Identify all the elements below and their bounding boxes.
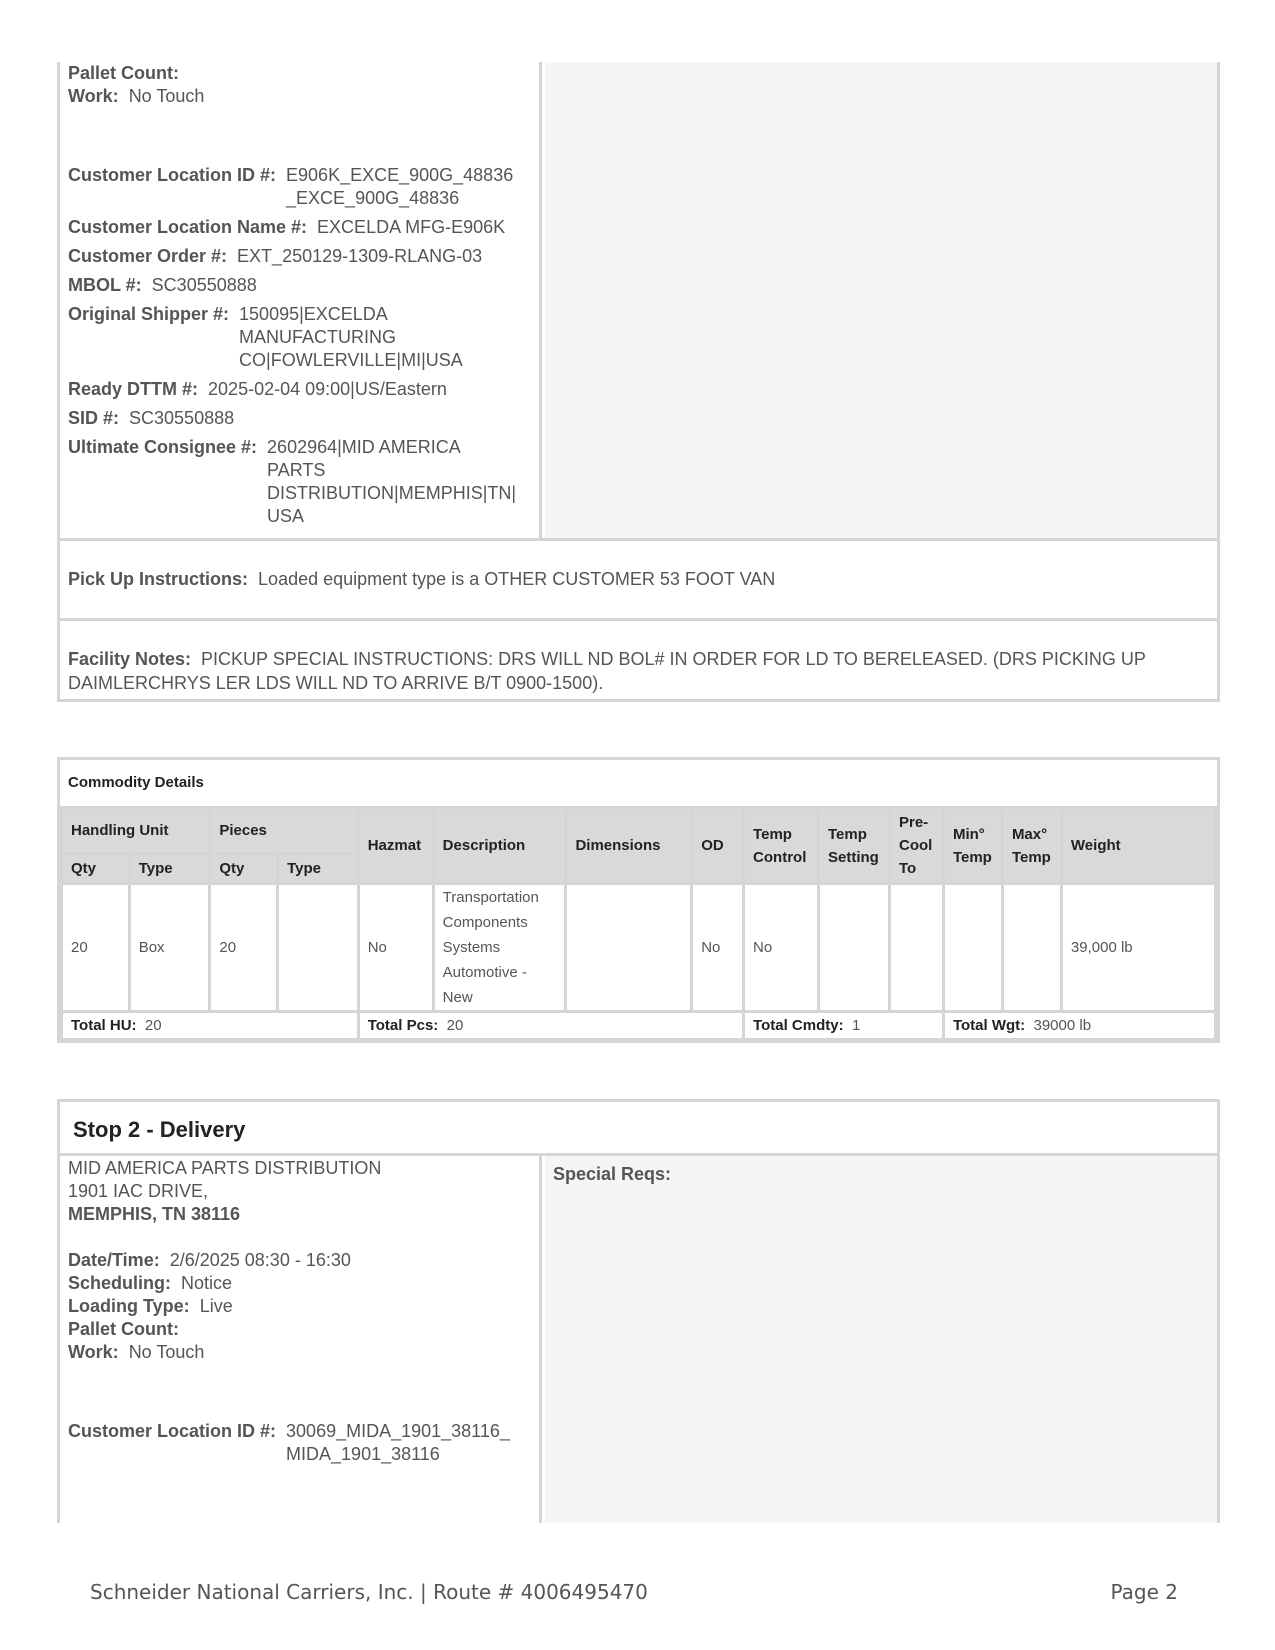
datetime-value: 2/6/2025 08:30 - 16:30: [169, 1250, 351, 1270]
header-min-temp: Min° Temp: [943, 808, 1002, 884]
field-value: 150095|EXCELDA MANUFACTURING CO|FOWLERVILLE|MI|USA: [239, 304, 463, 370]
cell-temp-setting: [819, 884, 890, 1012]
stop1-details: [60, 62, 542, 538]
total-hu-value: 20: [144, 1017, 162, 1034]
footer-page-number: Page 2: [1110, 1580, 1178, 1604]
cell-description: Transportation Components Systems Automotive - New: [433, 884, 566, 1012]
special-reqs-label: Special Reqs:: [553, 1164, 672, 1184]
field-value-line: 30069_MIDA_1901_38116_: [286, 1421, 510, 1441]
field-ultimate-consignee: [68, 436, 531, 528]
field-value: SC30550888: [151, 275, 257, 295]
stop2-pallet-count: [68, 1318, 531, 1341]
facility-value: PICKUP SPECIAL INSTRUCTIONS: DRS WILL ND BOL# IN ORDER FOR LD TO BERELEASED. (DRS PICKING UP DAIMLERCHRYS LER LDS WILL ND TO ARRIVE B/T 0900-1500).: [68, 649, 1146, 693]
field-label: MBOL #:: [68, 275, 142, 295]
header-description: Description: [433, 808, 566, 884]
field-customer-location-id: [68, 164, 531, 210]
field-label: Ultimate Consignee #:: [68, 437, 258, 457]
total-wgt-label: Total Wgt:: [952, 1017, 1026, 1034]
header-max-temp: Max° Temp: [1002, 808, 1061, 884]
pallet-count: [68, 62, 531, 85]
field-label: Customer Order #:: [68, 246, 228, 266]
header-handling-unit: Handling Unit: [62, 808, 210, 854]
field-sid: [68, 407, 531, 430]
facility-notes: [60, 618, 1217, 702]
header-temp-control: Temp Control: [744, 808, 819, 884]
field-customer-location-name: [68, 216, 531, 239]
total-cmdty-value: 1: [851, 1017, 861, 1034]
field-label: Original Shipper #:: [68, 304, 230, 324]
total-pcs-label: Total Pcs:: [367, 1017, 439, 1034]
loading-value: Live: [199, 1296, 233, 1316]
cell-dimensions: [566, 884, 692, 1012]
total-hu-label: Total HU:: [71, 1017, 137, 1034]
header-hazmat: Hazmat: [358, 808, 433, 884]
stop2-city-state-zip: MEMPHIS, TN 38116: [68, 1204, 241, 1224]
total-pcs-value: 20: [446, 1017, 464, 1034]
cell-hazmat: No: [358, 884, 433, 1012]
cell-pcs-qty: 20: [210, 884, 278, 1012]
stop2-details: [60, 1156, 542, 1523]
field-value: [286, 1420, 531, 1466]
cell-min-temp: [943, 884, 1002, 1012]
field-value: SC30550888: [129, 408, 235, 428]
commodity-details: [57, 757, 1220, 1043]
cell-weight: 39,000 lb: [1061, 884, 1215, 1012]
header-hu-type: Type: [129, 854, 210, 884]
field-mbol: [68, 274, 531, 297]
stop1-special-reqs-panel: [545, 62, 1217, 538]
cell-pcs-type: [278, 884, 359, 1012]
header-pre-cool-to: Pre-Cool To: [889, 808, 943, 884]
stop2-datetime: [68, 1249, 531, 1272]
table-row: [62, 884, 1216, 1012]
stop2-scheduling: [68, 1272, 531, 1295]
stop2-title: Stop 2 - Delivery: [73, 1117, 246, 1142]
footer-route: Schneider National Carriers, Inc. | Route # 4006495470: [90, 1580, 648, 1604]
total-cmdty: [744, 1012, 944, 1040]
stop2-special-reqs-panel: [545, 1156, 1217, 1523]
field-value: 2025-02-04 09:00|US/Eastern: [208, 379, 447, 399]
pallet-count-label: Pallet Count:: [68, 63, 179, 83]
scheduling-value: Notice: [181, 1273, 233, 1293]
header-temp-setting: Temp Setting: [819, 808, 890, 884]
pickup-value: Loaded equipment type is a OTHER CUSTOMER 53 FOOT VAN: [258, 569, 776, 589]
field-ready-dttm: [68, 378, 531, 401]
field-value: EXCELDA MFG-E906K: [317, 217, 506, 237]
field-value: [286, 164, 531, 210]
commodity-table: [60, 806, 1217, 1041]
header-pieces: Pieces: [210, 808, 358, 854]
totals-row: [62, 1012, 1216, 1040]
field-customer-order: [68, 245, 531, 268]
header-od: OD: [692, 808, 744, 884]
header-hu-qty: Qty: [62, 854, 130, 884]
field-original-shipper: [68, 303, 531, 372]
commodity-title: Commodity Details: [68, 774, 204, 791]
stop2-address: 1901 IAC DRIVE,: [68, 1181, 209, 1201]
total-pcs: [358, 1012, 743, 1040]
work-value: No Touch: [128, 1342, 205, 1362]
stop2-section: [57, 1099, 1220, 1523]
total-wgt-value: 39000 lb: [1033, 1017, 1092, 1034]
cell-hu-qty: 20: [62, 884, 130, 1012]
header-dimensions: Dimensions: [566, 808, 692, 884]
total-wgt: [943, 1012, 1215, 1040]
field-label: Customer Location Name #:: [68, 217, 308, 237]
field-label: Ready DTTM #:: [68, 379, 199, 399]
cell-max-temp: [1002, 884, 1061, 1012]
pickup-label: Pick Up Instructions:: [68, 569, 249, 589]
facility-label: Facility Notes:: [68, 649, 192, 669]
total-hu: [62, 1012, 359, 1040]
field-value-line: E906K_EXCE_900G_48836: [286, 165, 514, 185]
field-label: Customer Location ID #:: [68, 1421, 277, 1441]
stop1-section: [57, 62, 1220, 702]
field-value: EXT_250129-1309-RLANG-03: [237, 246, 483, 266]
work-label: Work:: [68, 86, 119, 106]
work-value: No Touch: [128, 86, 205, 106]
stop2-work: [68, 1341, 531, 1364]
header-pcs-type: Type: [278, 854, 359, 884]
scheduling-label: Scheduling:: [68, 1273, 171, 1293]
pickup-instructions: [60, 538, 1217, 618]
cell-od: No: [692, 884, 744, 1012]
header-pcs-qty: Qty: [210, 854, 278, 884]
pallet-count-label: Pallet Count:: [68, 1319, 179, 1339]
stop2-customer-location-id: [68, 1420, 531, 1466]
field-label: SID #:: [68, 408, 120, 428]
field-value-line: _EXCE_900G_48836: [286, 188, 460, 208]
header-weight: Weight: [1061, 808, 1215, 884]
loading-label: Loading Type:: [68, 1296, 190, 1316]
field-label: Customer Location ID #:: [68, 165, 277, 185]
stop2-header: [60, 1102, 1217, 1156]
cell-hu-type: Box: [129, 884, 210, 1012]
datetime-label: Date/Time:: [68, 1250, 160, 1270]
total-cmdty-label: Total Cmdty:: [753, 1017, 844, 1034]
cell-temp-control: No: [744, 884, 819, 1012]
work-line: [68, 85, 531, 108]
cell-pre-cool-to: [889, 884, 943, 1012]
stop2-loading-type: [68, 1295, 531, 1318]
stop2-company: MID AMERICA PARTS DISTRIBUTION: [68, 1158, 382, 1178]
field-value-line: MIDA_1901_38116: [286, 1444, 440, 1464]
work-label: Work:: [68, 1342, 119, 1362]
field-value: 2602964|MID AMERICA PARTS DISTRIBUTION|MEMPHIS|TN| USA: [267, 437, 517, 526]
